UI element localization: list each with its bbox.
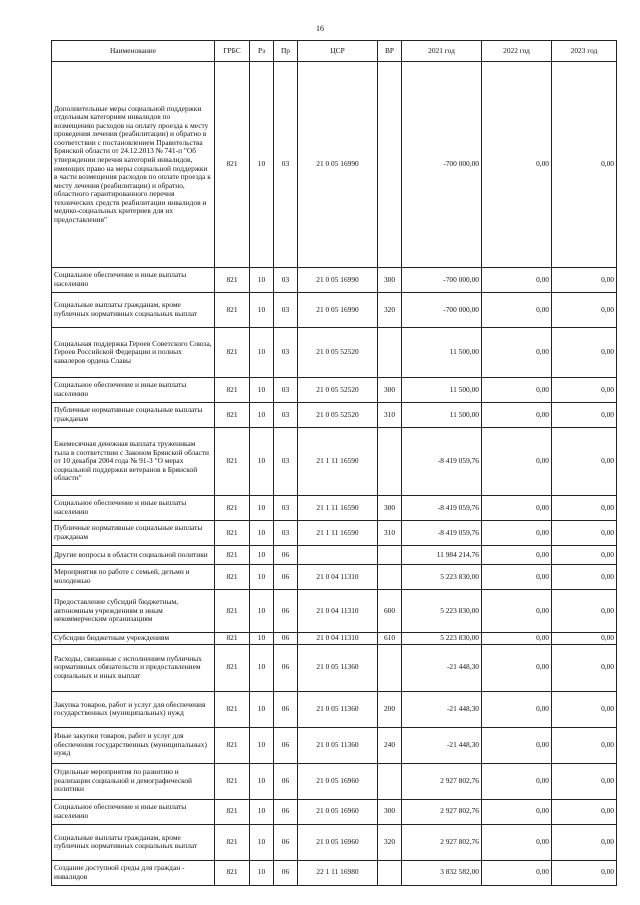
cell-csr: 21 1 11 16590 — [298, 428, 378, 496]
cell-y2022: 0,00 — [482, 268, 552, 293]
table-row — [52, 644, 617, 691]
cell-name: Субсидии бюджетным учреждениям — [52, 633, 215, 645]
cell-name: Социальное обеспечение и иные выплаты населению — [52, 268, 215, 293]
cell-y2021: -8 419 059,76 — [402, 521, 482, 546]
cell-y2023: 0,00 — [552, 644, 617, 691]
cell-name: Отдельные мероприятия по развитию и реализации социальной и демографической политики — [52, 763, 215, 799]
cell-y2023: 0,00 — [552, 428, 617, 496]
cell-grbs: 821 — [215, 378, 250, 403]
cell-grbs: 821 — [215, 644, 250, 691]
cell-y2021: 5 223 830,00 — [402, 565, 482, 590]
cell-y2021: -700 000,00 — [402, 62, 482, 268]
cell-vr: 310 — [378, 403, 402, 428]
cell-rz: 10 — [250, 62, 274, 268]
cell-rz: 10 — [250, 293, 274, 328]
cell-csr: 21 0 05 11360 — [298, 691, 378, 727]
cell-csr: 21 0 04 11310 — [298, 565, 378, 590]
cell-csr: 21 1 11 16590 — [298, 521, 378, 546]
cell-grbs: 821 — [215, 328, 250, 378]
cell-rz: 10 — [250, 824, 274, 860]
cell-vr: 300 — [378, 799, 402, 824]
cell-pr: 06 — [274, 824, 298, 860]
header-2021: 2021 год — [402, 41, 482, 62]
table-row — [52, 799, 617, 824]
cell-y2021: -8 419 059,76 — [402, 428, 482, 496]
cell-y2023: 0,00 — [552, 824, 617, 860]
cell-name: Ежемесячная денежная выплата труженикам тыла в соответствии с Законом Брянской области от 10 декабря 2004 года № 91-З "О мерах социальной поддержки ветеранов в Брянской области" — [52, 428, 215, 496]
cell-y2023: 0,00 — [552, 763, 617, 799]
cell-pr: 06 — [274, 565, 298, 590]
cell-name: Дополнительные меры социальной поддержки отдельным категориям инвалидов по возмещению расходов на оплату проезда к месту проведения лечения (реабилитации) и обратно в соответствии с постановлением Правительства Брянской области от 24.12.2013 № 741-п "Об утверждении перечня категорий инвалидов, имеющих право на меры социальной поддержки в части возмещения расходов по оплате проезда к месту лечения (реабилитации) и обратно, областного гарантированного перечня технических средств реабилитации инвалидов и медико-социальных критериев для их предоставления" — [52, 62, 215, 268]
cell-rz: 10 — [250, 590, 274, 633]
cell-grbs: 821 — [215, 727, 250, 763]
cell-name: Расходы, связанные с исполнением публичных нормативных обязательств и предоставлением социальных и иных выплат — [52, 644, 215, 691]
cell-vr — [378, 62, 402, 268]
cell-rz: 10 — [250, 268, 274, 293]
cell-grbs: 821 — [215, 824, 250, 860]
cell-y2023: 0,00 — [552, 590, 617, 633]
table-row — [52, 824, 617, 860]
cell-rz: 10 — [250, 691, 274, 727]
cell-name: Социальное обеспечение и иные выплаты населению — [52, 799, 215, 824]
cell-y2021: 3 832 582,00 — [402, 860, 482, 885]
cell-name: Социальное обеспечение и иные выплаты населению — [52, 496, 215, 521]
cell-name: Иные закупки товаров, работ и услуг для обеспечения государственных (муниципальных) нужд — [52, 727, 215, 763]
cell-rz: 10 — [250, 378, 274, 403]
header-grbs: ГРБС — [215, 41, 250, 62]
table-row — [52, 763, 617, 799]
cell-vr — [378, 860, 402, 885]
cell-pr: 06 — [274, 546, 298, 565]
cell-y2021: -21 448,30 — [402, 727, 482, 763]
cell-y2023: 0,00 — [552, 691, 617, 727]
cell-rz: 10 — [250, 565, 274, 590]
cell-name: Мероприятия по работе с семьей, детьми и молодежью — [52, 565, 215, 590]
cell-y2021: 2 927 802,76 — [402, 824, 482, 860]
cell-grbs: 821 — [215, 521, 250, 546]
cell-grbs: 821 — [215, 633, 250, 645]
cell-grbs: 821 — [215, 268, 250, 293]
cell-y2023: 0,00 — [552, 633, 617, 645]
cell-y2022: 0,00 — [482, 824, 552, 860]
cell-csr: 21 0 04 11310 — [298, 633, 378, 645]
cell-rz: 10 — [250, 521, 274, 546]
cell-vr: 300 — [378, 496, 402, 521]
cell-vr — [378, 328, 402, 378]
cell-rz: 10 — [250, 644, 274, 691]
cell-y2022: 0,00 — [482, 293, 552, 328]
cell-rz: 10 — [250, 860, 274, 885]
cell-vr — [378, 428, 402, 496]
cell-grbs: 821 — [215, 428, 250, 496]
cell-pr: 03 — [274, 403, 298, 428]
cell-name: Социальное обеспечение и иные выплаты населению — [52, 378, 215, 403]
header-csr: ЦСР — [298, 41, 378, 62]
cell-y2022: 0,00 — [482, 62, 552, 268]
table-row — [52, 293, 617, 328]
header-rz: Рз — [250, 41, 274, 62]
cell-y2021: -700 000,00 — [402, 268, 482, 293]
cell-csr: 22 1 11 16980 — [298, 860, 378, 885]
cell-y2022: 0,00 — [482, 691, 552, 727]
cell-csr: 21 0 05 16990 — [298, 62, 378, 268]
cell-vr — [378, 546, 402, 565]
cell-name: Создание доступной среды для граждан - инвалидов — [52, 860, 215, 885]
table-row — [52, 268, 617, 293]
cell-pr: 06 — [274, 860, 298, 885]
cell-y2021: -8 419 059,76 — [402, 496, 482, 521]
cell-pr: 03 — [274, 328, 298, 378]
cell-vr: 310 — [378, 521, 402, 546]
cell-name: Публичные нормативные социальные выплаты гражданам — [52, 403, 215, 428]
table-row — [52, 496, 617, 521]
cell-y2023: 0,00 — [552, 860, 617, 885]
cell-csr: 21 0 05 16990 — [298, 268, 378, 293]
cell-y2023: 0,00 — [552, 403, 617, 428]
cell-vr — [378, 763, 402, 799]
header-name: Наименование — [52, 41, 215, 62]
table-row — [52, 403, 617, 428]
cell-pr: 03 — [274, 62, 298, 268]
cell-vr: 320 — [378, 824, 402, 860]
cell-y2022: 0,00 — [482, 378, 552, 403]
cell-y2023: 0,00 — [552, 727, 617, 763]
cell-rz: 10 — [250, 428, 274, 496]
cell-y2021: -21 448,30 — [402, 691, 482, 727]
table-row — [52, 691, 617, 727]
header-vr: ВР — [378, 41, 402, 62]
cell-csr — [298, 546, 378, 565]
cell-grbs: 821 — [215, 403, 250, 428]
cell-vr: 320 — [378, 293, 402, 328]
cell-pr: 03 — [274, 378, 298, 403]
cell-vr — [378, 644, 402, 691]
cell-y2023: 0,00 — [552, 62, 617, 268]
cell-csr: 21 0 05 52520 — [298, 403, 378, 428]
cell-pr: 03 — [274, 496, 298, 521]
cell-y2022: 0,00 — [482, 496, 552, 521]
cell-grbs: 821 — [215, 293, 250, 328]
cell-name: Социальные выплаты гражданам, кроме публичных нормативных социальных выплат — [52, 293, 215, 328]
cell-pr: 03 — [274, 293, 298, 328]
cell-pr: 03 — [274, 268, 298, 293]
cell-rz: 10 — [250, 546, 274, 565]
cell-y2021: 11 984 214,76 — [402, 546, 482, 565]
cell-rz: 10 — [250, 763, 274, 799]
cell-csr: 21 1 11 16590 — [298, 496, 378, 521]
cell-y2021: 5 223 830,00 — [402, 590, 482, 633]
cell-vr: 300 — [378, 378, 402, 403]
cell-csr: 21 0 05 11360 — [298, 727, 378, 763]
cell-name: Другие вопросы в области социальной политики — [52, 546, 215, 565]
table-row — [52, 378, 617, 403]
cell-y2021: 5 223 830,00 — [402, 633, 482, 645]
cell-y2022: 0,00 — [482, 590, 552, 633]
cell-pr: 03 — [274, 521, 298, 546]
table-row — [52, 633, 617, 645]
cell-vr — [378, 565, 402, 590]
header-2023: 2023 год — [552, 41, 617, 62]
header-2022: 2022 год — [482, 41, 552, 62]
cell-rz: 10 — [250, 727, 274, 763]
cell-vr: 200 — [378, 691, 402, 727]
cell-rz: 10 — [250, 799, 274, 824]
cell-pr: 03 — [274, 428, 298, 496]
table-row — [52, 590, 617, 633]
cell-y2023: 0,00 — [552, 268, 617, 293]
cell-pr: 06 — [274, 590, 298, 633]
table-row — [52, 565, 617, 590]
cell-y2022: 0,00 — [482, 565, 552, 590]
cell-pr: 06 — [274, 799, 298, 824]
cell-y2022: 0,00 — [482, 763, 552, 799]
cell-y2023: 0,00 — [552, 328, 617, 378]
cell-y2022: 0,00 — [482, 799, 552, 824]
cell-rz: 10 — [250, 328, 274, 378]
cell-y2022: 0,00 — [482, 403, 552, 428]
cell-csr: 21 0 05 52520 — [298, 328, 378, 378]
cell-csr: 21 0 05 16960 — [298, 824, 378, 860]
cell-y2022: 0,00 — [482, 727, 552, 763]
cell-y2021: -700 000,00 — [402, 293, 482, 328]
cell-y2022: 0,00 — [482, 521, 552, 546]
cell-rz: 10 — [250, 403, 274, 428]
cell-name: Публичные нормативные социальные выплаты гражданам — [52, 521, 215, 546]
cell-y2023: 0,00 — [552, 293, 617, 328]
cell-rz: 10 — [250, 496, 274, 521]
cell-grbs: 821 — [215, 860, 250, 885]
cell-y2021: -21 448,30 — [402, 644, 482, 691]
cell-y2021: 2 927 802,76 — [402, 799, 482, 824]
header-row — [52, 41, 617, 62]
cell-y2021: 11 500,00 — [402, 403, 482, 428]
cell-grbs: 821 — [215, 691, 250, 727]
cell-csr: 21 0 05 16990 — [298, 293, 378, 328]
cell-vr: 300 — [378, 268, 402, 293]
cell-y2022: 0,00 — [482, 644, 552, 691]
cell-rz: 10 — [250, 633, 274, 645]
header-pr: Пр — [274, 41, 298, 62]
cell-y2022: 0,00 — [482, 860, 552, 885]
cell-csr: 21 0 05 16960 — [298, 763, 378, 799]
cell-vr: 610 — [378, 633, 402, 645]
cell-grbs: 821 — [215, 565, 250, 590]
cell-pr: 06 — [274, 633, 298, 645]
cell-grbs: 821 — [215, 62, 250, 268]
cell-vr: 600 — [378, 590, 402, 633]
cell-name: Закупка товаров, работ и услуг для обеспечения государственных (муниципальных) нужд — [52, 691, 215, 727]
cell-y2021: 11 500,00 — [402, 328, 482, 378]
cell-name: Предоставление субсидий бюджетным, автономным учреждениям и иным некоммерческим организациям — [52, 590, 215, 633]
cell-y2023: 0,00 — [552, 799, 617, 824]
cell-grbs: 821 — [215, 763, 250, 799]
table-row — [52, 860, 617, 885]
cell-pr: 06 — [274, 763, 298, 799]
cell-grbs: 821 — [215, 496, 250, 521]
cell-y2021: 11 500,00 — [402, 378, 482, 403]
cell-y2023: 0,00 — [552, 565, 617, 590]
cell-pr: 06 — [274, 691, 298, 727]
cell-grbs: 821 — [215, 546, 250, 565]
cell-name: Социальные выплаты гражданам, кроме публичных нормативных социальных выплат — [52, 824, 215, 860]
table-row — [52, 62, 617, 268]
cell-csr: 21 0 05 52520 — [298, 378, 378, 403]
table-row — [52, 328, 617, 378]
cell-y2023: 0,00 — [552, 546, 617, 565]
cell-name: Социальная поддержка Героев Советского Союза, Героев Российской Федерации и полных кавалеров ордена Славы — [52, 328, 215, 378]
table-row — [52, 546, 617, 565]
cell-pr: 06 — [274, 644, 298, 691]
budget-table — [51, 40, 617, 886]
table-row — [52, 727, 617, 763]
cell-pr: 06 — [274, 727, 298, 763]
table-row — [52, 521, 617, 546]
cell-grbs: 821 — [215, 590, 250, 633]
cell-csr: 21 0 05 11360 — [298, 644, 378, 691]
cell-csr: 21 0 05 16960 — [298, 799, 378, 824]
cell-y2023: 0,00 — [552, 521, 617, 546]
cell-y2022: 0,00 — [482, 633, 552, 645]
page-number: 16 — [316, 24, 324, 33]
cell-csr: 21 0 04 11310 — [298, 590, 378, 633]
cell-y2021: 2 927 802,76 — [402, 763, 482, 799]
table-row — [52, 428, 617, 496]
cell-y2022: 0,00 — [482, 546, 552, 565]
cell-y2022: 0,00 — [482, 428, 552, 496]
cell-y2023: 0,00 — [552, 378, 617, 403]
cell-vr: 240 — [378, 727, 402, 763]
cell-y2023: 0,00 — [552, 496, 617, 521]
cell-y2022: 0,00 — [482, 328, 552, 378]
cell-grbs: 821 — [215, 799, 250, 824]
